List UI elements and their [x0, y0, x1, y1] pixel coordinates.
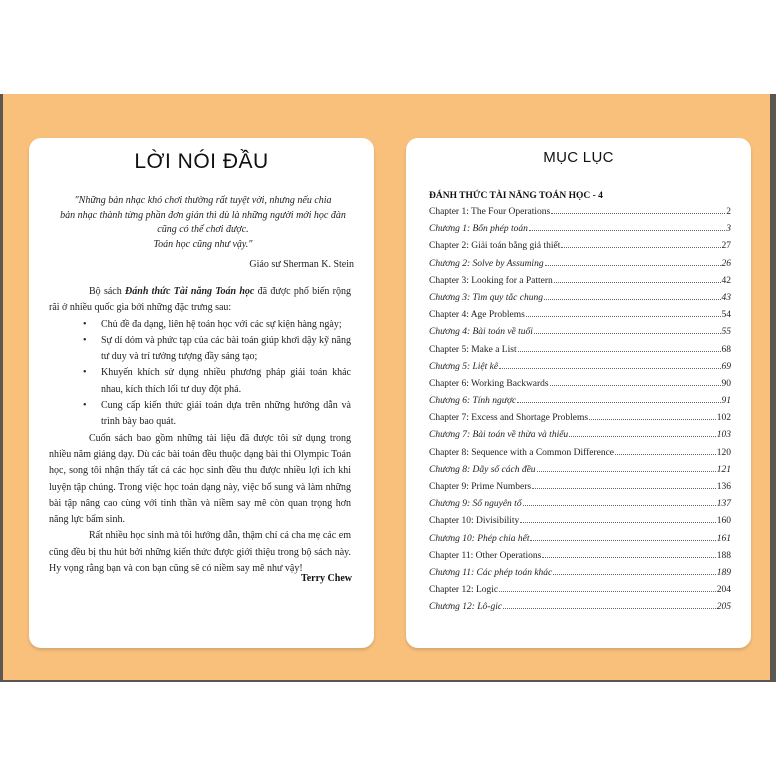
photo-frame: [0, 94, 776, 682]
toc-entry-label: Chapter 5: Make a List: [429, 344, 517, 355]
toc-leader-dots: [561, 247, 720, 248]
toc-entry-label: Chapter 9: Prime Numbers: [429, 482, 532, 492]
toc-entry-label: Chương 10: Phép chia hết: [429, 533, 530, 544]
toc-entry-label: Chương 3: Tìm quy tắc chung: [429, 292, 543, 303]
toc-entry: [429, 427, 731, 444]
paragraph-text: đã được phổ biến rộng rãi ở nhiều quốc gia bởi những đặc trưng sau:: [49, 286, 351, 314]
toc-entry: [429, 238, 731, 255]
toc-entry: [429, 479, 731, 496]
toc-entry-page: 103: [716, 430, 731, 441]
toc-entry-label: Chapter 8: Sequence with a Common Difference: [429, 447, 615, 458]
toc-entry-label: Chương 9: Số nguyên tố: [429, 499, 522, 510]
toc-entry-page: 2: [726, 207, 731, 217]
toc-entry-label: Chapter 12: Logic: [429, 585, 499, 596]
orange-board: [3, 94, 770, 680]
toc-entry-label: Chương 12: Lô-gic: [429, 602, 503, 613]
toc-entry-label: Chapter 10: Divisibility: [429, 516, 520, 527]
toc-entry-page: 43: [721, 292, 731, 303]
toc-leader-dots: [615, 454, 716, 455]
toc-entry: [429, 445, 731, 462]
toc-entry-label: Chương 4: Bài toán về tuổi: [429, 327, 533, 338]
toc-entry: [429, 513, 731, 530]
toc-entry-page: 26: [721, 258, 731, 269]
toc-entry: [429, 496, 731, 513]
toc-entry-page: 55: [721, 327, 731, 338]
toc-leader-dots: [526, 316, 721, 317]
toc-entry: [429, 376, 731, 393]
toc-leader-dots: [545, 265, 721, 266]
preface-quote: [53, 194, 353, 252]
quote-line: cũng có thể chơi được.: [157, 224, 249, 235]
quote-line: bản nhạc thành từng phần đơn giản thì dù là những người mới học đàn: [60, 209, 346, 221]
paragraph-text: Bộ sách: [89, 286, 126, 297]
toc-entry-page: 68: [721, 344, 731, 355]
toc-leader-dots: [499, 591, 716, 592]
toc-entry: [429, 565, 731, 582]
toc-entry-label: Chương 2: Solve by Assuming: [429, 258, 544, 269]
toc-entry-label: Chương 6: Tính ngược: [429, 396, 517, 407]
toc-entry-page: 3: [726, 224, 731, 235]
toc-entry: [429, 204, 731, 221]
toc-entry-label: Chapter 6: Working Backwards: [429, 378, 549, 389]
toc-entry-label: Chapter 11: Other Operations: [429, 550, 542, 561]
toc-leader-dots: [553, 574, 715, 575]
toc-leader-dots: [523, 505, 716, 506]
toc-leader-dots: [529, 230, 725, 231]
toc-entry-label: Chapter 4: Age Problems: [429, 310, 525, 321]
toc-leader-dots: [520, 522, 716, 523]
toc-entry: [429, 548, 731, 565]
toc-entry: [429, 462, 731, 479]
toc-entry-page: 204: [716, 585, 731, 596]
toc-entry-label: Chapter 3: Looking for a Pattern: [429, 275, 553, 286]
author-signature: Terry Chew: [300, 573, 352, 584]
toc-entry: [429, 599, 731, 616]
toc-entry-page: 120: [716, 447, 731, 458]
toc-entry-page: 121: [716, 464, 731, 475]
preface-paragraph: Cuốn sách bao gồm những tài liệu đã được tôi sử dụng trong nhiều năm giảng dạy. Dù các bài toán đều thuộc dạng bài thi Olympic Toán học, song tôi nhận thấy tất cả các học sinh đều thu được nhiều lợi ích khi luyện tập chúng. Trong việc học toán dạng này, việc bổ sung và làm những bài tập nâng cao cùng với tinh thần và niềm say mê còn quan trọng hơn năng lực bẩm sinh.: [49, 432, 351, 526]
toc-entry: [429, 221, 731, 238]
toc-leader-dots: [551, 213, 725, 214]
toc-leader-dots: [554, 282, 721, 283]
toc-entry-label: Chương 1: Bốn phép toán: [429, 224, 528, 235]
toc-leader-dots: [537, 471, 716, 472]
toc-entry: [429, 256, 731, 273]
toc-leader-dots: [569, 436, 716, 437]
quote-line: Toán học cũng như vậy.": [153, 238, 253, 250]
toc-entry-page: 137: [716, 499, 731, 510]
feature-item: • Khuyến khích sử dụng nhiều phương pháp giải toán khác nhau, kích thích lối tư duy đột phá.: [101, 365, 351, 398]
toc-entry: [429, 582, 731, 599]
preface-paragraph: [49, 284, 351, 317]
toc-list: [429, 204, 731, 617]
toc-entry-page: 91: [721, 396, 731, 407]
toc-leader-dots: [532, 488, 716, 489]
book-title: Đánh thức Tài năng Toán học: [125, 286, 255, 297]
toc-leader-dots: [503, 608, 716, 609]
feature-item: • Chủ đề đa dạng, liên hệ toán học với các sự kiện hàng ngày;: [101, 317, 351, 333]
toc-leader-dots: [544, 299, 721, 300]
preface-title: LỜI NÓI ĐẦU: [134, 150, 269, 173]
toc-entry: [429, 324, 731, 341]
feature-list: [49, 317, 351, 431]
toc-entry-label: Chapter 7: Excess and Shortage Problems: [429, 413, 589, 424]
toc-entry-label: Chương 7: Bài toán về thừa và thiếu: [429, 430, 569, 441]
toc-entry: [429, 531, 731, 548]
toc-entry-label: Chapter 2: Giải toán bằng giả thiết: [429, 241, 561, 252]
toc-entry: [429, 307, 731, 324]
toc-entry-page: 90: [721, 378, 731, 389]
toc-entry-page: 188: [716, 550, 731, 561]
toc-entry: [429, 273, 731, 290]
toc-entry-label: Chương 8: Dãy số cách đều: [429, 464, 536, 475]
toc-entry-page: 54: [721, 310, 731, 321]
toc-entry-label: Chapter 1: The Four Operations: [429, 207, 551, 217]
toc-entry-page: 136: [716, 482, 731, 492]
toc-entry: [429, 410, 731, 427]
toc-heading: ĐÁNH THỨC TÀI NĂNG TOÁN HỌC - 4: [429, 191, 603, 201]
toc-leader-dots: [530, 540, 715, 541]
toc-entry-label: Chương 5: Liệt kê: [429, 361, 499, 372]
toc-entry-page: 161: [716, 533, 731, 544]
toc-entry: [429, 342, 731, 359]
toc-leader-dots: [550, 385, 721, 386]
toc-leader-dots: [542, 557, 715, 558]
toc-leader-dots: [534, 333, 721, 334]
toc-entry-page: 27: [721, 241, 731, 252]
toc-leader-dots: [518, 351, 721, 352]
toc-entry-page: 205: [716, 602, 731, 613]
toc-entry: [429, 359, 731, 376]
feature-item: • Sự dí dỏm và phức tạp của các bài toán giúp khơi dậy kỹ năng tư duy và trí tưởng tượng đầy sáng tạo;: [101, 333, 351, 366]
preface-body: [49, 284, 351, 577]
toc-page: [406, 138, 751, 648]
toc-leader-dots: [517, 402, 720, 403]
preface-paragraph: Rất nhiều học sinh mà tôi hướng dẫn, thậm chí cả cha mẹ các em cũng đều bị thu hút bởi những kiến thức được giới thiệu trong bộ sách này. Hy vọng rằng bạn và con bạn cũng sẽ có niềm say mê như vậy!: [49, 530, 351, 575]
quote-line: "Những bản nhạc khó chơi thường rất tuyệt vời, nhưng nếu chia: [74, 195, 332, 206]
toc-entry-page: 42: [721, 275, 731, 286]
toc-entry-page: 189: [716, 567, 731, 578]
toc-leader-dots: [589, 419, 716, 420]
quote-author: Giáo sư Sherman K. Stein: [249, 259, 354, 270]
toc-title: MỤC LỤC: [543, 149, 614, 166]
toc-entry-label: Chương 11: Các phép toán khác: [429, 567, 553, 578]
feature-item: • Cung cấp kiến thức giải toán dựa trên những hướng dẫn và trình bày bao quát.: [101, 398, 351, 431]
toc-leader-dots: [499, 368, 720, 369]
toc-entry-page: 160: [716, 516, 731, 527]
toc-entry-page: 69: [721, 361, 731, 372]
toc-entry: [429, 393, 731, 410]
preface-page: [29, 138, 374, 648]
toc-entry-page: 102: [716, 413, 731, 424]
toc-entry: [429, 290, 731, 307]
